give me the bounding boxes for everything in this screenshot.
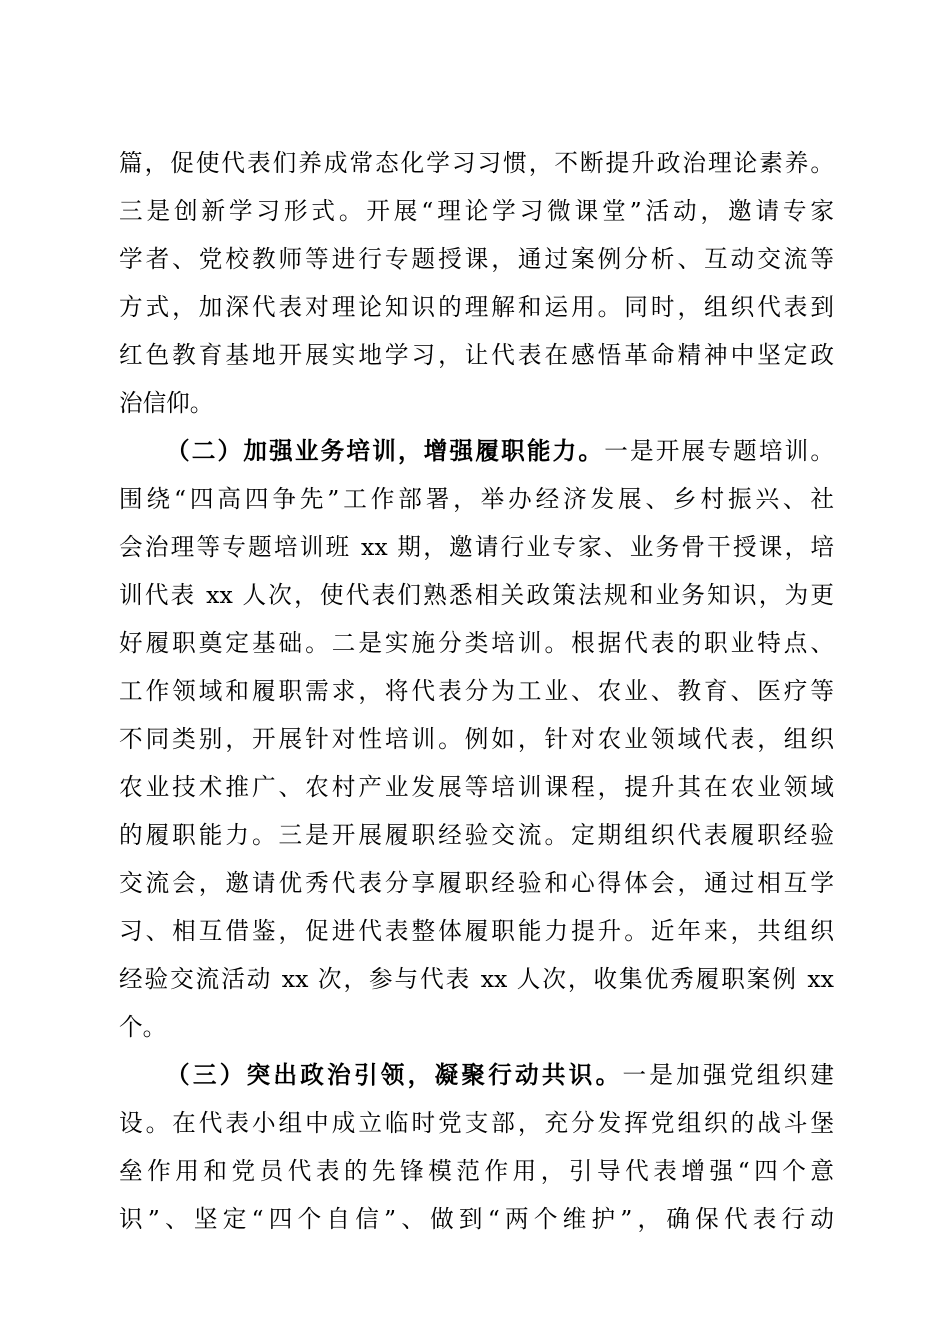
text-line: 治信仰。 — [119, 389, 214, 417]
text-line: 经验交流活动 xx 次，参与代表 xx 人次，收集优秀履职案例 xx — [119, 965, 834, 993]
text-line: 训代表 xx 人次，使代表们熟悉相关政策法规和业务知识，为更 — [119, 581, 834, 609]
text-line-rest: 一是加强党组织建 — [622, 1061, 834, 1089]
text-line: 交流会，邀请优秀代表分享履职经验和心得体会，通过相互学 — [119, 869, 834, 897]
text-line: 篇，促使代表们养成常态化学习习惯，不断提升政治理论素养。 — [119, 149, 834, 177]
section-heading: （三）突出政治引领，凝聚行动共识。 — [166, 1061, 623, 1089]
text-line: 的履职能力。三是开展履职经验交流。定期组织代表履职经验 — [119, 821, 834, 849]
text-line: 设。在代表小组中成立临时党支部，充分发挥党组织的战斗堡 — [119, 1109, 834, 1137]
section-heading: （二）加强业务培训，增强履职能力。 — [166, 437, 605, 465]
text-line: 垒作用和党员代表的先锋模范作用，引导代表增强“四个意 — [119, 1157, 834, 1185]
text-line: 好履职奠定基础。二是实施分类培训。根据代表的职业特点、 — [119, 629, 834, 657]
text-line: 围绕“四高四争先”工作部署，举办经济发展、乡村振兴、社 — [119, 485, 834, 513]
text-line-rest: 一是开展专题培训。 — [604, 437, 835, 465]
text-line: 方式，加深代表对理论知识的理解和运用。同时，组织代表到 — [119, 293, 834, 321]
text-line: 识”、坚定“四个自信”、做到“两个维护”，确保代表行动 — [119, 1205, 834, 1233]
text-line: 学者、党校教师等进行专题授课，通过案例分析、互动交流等 — [119, 245, 834, 273]
text-line: 会治理等专题培训班 xx 期，邀请行业专家、业务骨干授课，培 — [119, 533, 834, 561]
text-line: 红色教育基地开展实地学习，让代表在感悟革命精神中坚定政 — [119, 341, 834, 369]
text-line: 习、相互借鉴，促进代表整体履职能力提升。近年来，共组织 — [119, 917, 834, 945]
paragraph-first-line — [166, 1055, 834, 1095]
paragraph-first-line — [166, 431, 834, 471]
text-line: 个。 — [119, 1013, 167, 1041]
text-line: 农业技术推广、农村产业发展等培训课程，提升其在农业领域 — [119, 773, 834, 801]
text-line: 三是创新学习形式。开展“理论学习微课堂”活动，邀请专家 — [119, 197, 834, 225]
text-line: 工作领域和履职需求，将代表分为工业、农业、教育、医疗等 — [119, 677, 834, 705]
text-line: 不同类别，开展针对性培训。例如，针对农业领域代表，组织 — [119, 725, 834, 753]
